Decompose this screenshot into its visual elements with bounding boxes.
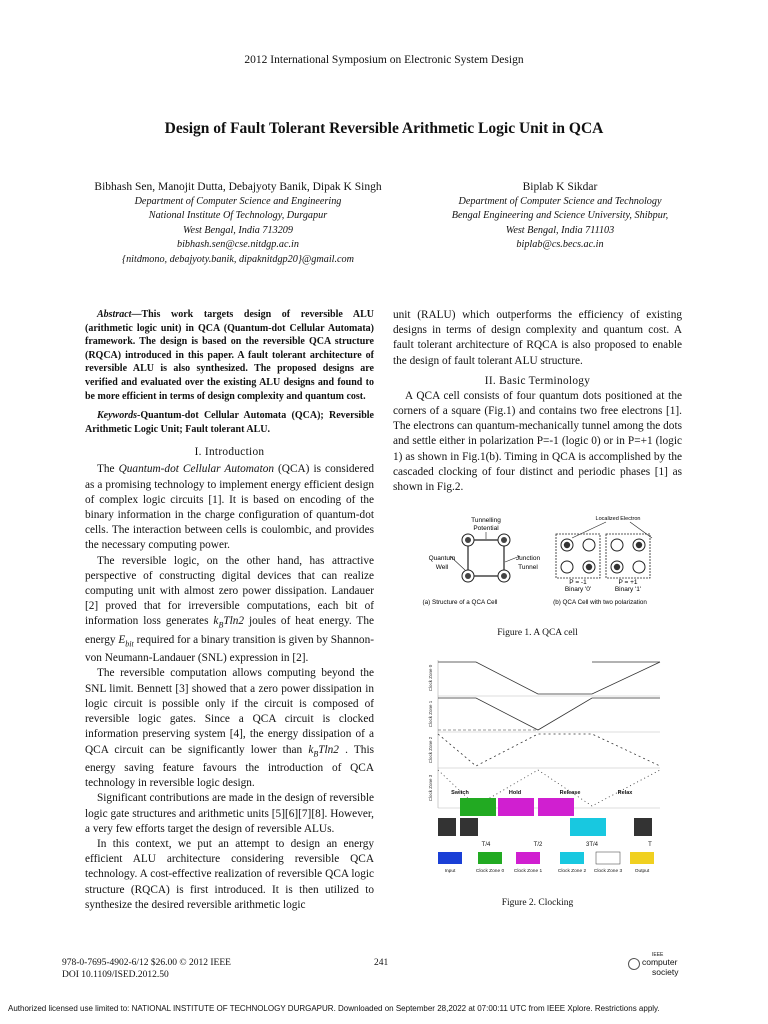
license-notice: Authorized licensed use limited to: NATIONAL INSTITUTE OF TECHNOLOGY DURGAPUR. Downloaded on September 28,2022 at 07:00:11 UTC from IEEE Xplore. Restrictions apply. bbox=[8, 1004, 660, 1013]
label-binary-0: Binary '0' bbox=[564, 586, 592, 593]
math: E bbox=[118, 633, 126, 646]
abstract-label: Abstract bbox=[97, 309, 132, 320]
cell-row-top bbox=[460, 798, 574, 816]
keywords bbox=[85, 409, 374, 436]
text-run: required for a binary transition is given by Shannon-von Neumann-Landauer (SNL) expression in [2]. bbox=[85, 633, 374, 665]
authors-right bbox=[400, 180, 720, 253]
label-localized-electron: Localized Electron bbox=[595, 516, 641, 522]
tick-t4: T/4 bbox=[481, 842, 491, 848]
keywords-text: -Quantum-dot Cellular Automata (QCA); Reversible Arithmetic Logic Unit; Fault tolerant ALU. bbox=[85, 410, 374, 435]
author-email-right: biplab@cs.becs.ac.in bbox=[516, 239, 604, 250]
basic-paragraph: A QCA cell consists of four quantum dots positioned at the corners of a square (Fig.1) and contains two free electrons [1]. The electrons can quantum-mechanically tunnel among the dots and settle either in polarization P=-1 (logic 0) or in P=+1 (logic 1) as shown in Fig.1(b). Timing in QCA is accomplished by the cascaded clocking of four distinct and periodic phases [1] as shown in Fig.2. bbox=[393, 389, 682, 494]
phase-relax: Relax bbox=[617, 790, 633, 796]
abstract bbox=[85, 308, 374, 403]
label-p-pos: P = +1 bbox=[618, 579, 638, 586]
intro-paragraph-5: In this context, we put an attempt to design an energy efficient ALU architecture considering reversible QCA technology. A cost-effective realization of reversible QCA logic structure (RQCA) is first introduced. It is then utilized to synthesize the desired reversible arithmetic logic bbox=[85, 837, 374, 911]
text-run-italic: Quantum-dot Cellular Automaton bbox=[118, 463, 274, 476]
legend-zone2: Clock Zone 2 bbox=[557, 869, 587, 874]
footer-isbn: 978-0-7695-4902-6/12 $26.00 © 2012 IEEE bbox=[62, 958, 231, 968]
right-column bbox=[393, 308, 682, 495]
author-names-left: Bibhash Sen, Manojit Dutta, Debajyoty Banik, Dipak K Singh bbox=[94, 181, 382, 193]
label-potential: Potential bbox=[473, 525, 499, 532]
text-run: The bbox=[97, 463, 119, 476]
keywords-label: Keywords bbox=[97, 410, 137, 422]
ieee-computer-society-logo bbox=[628, 952, 698, 980]
globe-icon bbox=[628, 958, 640, 970]
author-email-group: {nitdmono, debajyoty.banik, dipaknitdgp20}@gmail.com bbox=[122, 253, 354, 265]
text-run: (QCA) is considered as a promising technology to implement energy efficient design of complex logic circuits [1]. It is based on encoding of the binary information in the charge configuration of quantum-dot cells. The interaction between cells is coulombic, and provides the necessary computing power. bbox=[85, 463, 374, 552]
page-number: 241 bbox=[374, 958, 389, 968]
intro-paragraph-3 bbox=[85, 666, 374, 791]
section-heading-basic: II. Basic Terminology bbox=[484, 374, 591, 387]
intro-paragraph-1 bbox=[85, 462, 374, 553]
logo-computer: computer bbox=[642, 957, 678, 967]
cell-row-bottom bbox=[438, 818, 652, 836]
conference-name: 2012 International Symposium on Electronic System Design bbox=[244, 54, 524, 66]
section-heading-intro: I. Introduction bbox=[194, 446, 265, 459]
text-run: The reversible logic, on the other hand, has attractive perspective of constructing digital devices that can realize computing unit with almost zero power dissipation. Landauer [2] proved that for irreversible computations, each bit of information loss generates bbox=[85, 554, 374, 628]
label-p-neg: P = -1 bbox=[569, 579, 587, 586]
author-email-left: bibhash.sen@cse.nitdgp.ac.in bbox=[177, 239, 299, 250]
figure-2-clocking bbox=[420, 660, 670, 880]
paper-title: Design of Fault Tolerant Reversible Arithmetic Logic Unit in QCA bbox=[164, 120, 604, 137]
legend-zone3: Clock Zone 3 bbox=[593, 869, 623, 874]
author-dept-left: Department of Computer Science and Engineering bbox=[134, 195, 342, 207]
math: k bbox=[308, 743, 314, 756]
figure-1-caption: Figure 1. A QCA cell bbox=[497, 628, 578, 638]
logo-society: society bbox=[652, 967, 679, 977]
author-inst-left: National Institute Of Technology, Durgapur bbox=[148, 210, 328, 221]
label-well: Well bbox=[435, 564, 449, 571]
zone-label-1: Clock Zone 1 bbox=[428, 700, 433, 728]
figure-1-qca-cell bbox=[410, 512, 680, 612]
ralu-paragraph: unit (RALU) which outperforms the efficiency of existing designs in terms of design complexity and quantum cost. A fault tolerant architecture of RQCA is also proposed to enable the design of fault tolerant ALU structure. bbox=[393, 309, 682, 367]
author-addr-left: West Bengal, India 713209 bbox=[183, 224, 293, 236]
math: Tln2 bbox=[318, 743, 339, 756]
text-run: . This energy saving feature favours the introduction of QCA technology in reversible logic design. bbox=[85, 743, 374, 790]
label-tunnel: Tunnel bbox=[518, 564, 538, 571]
label-quantum: Quantum bbox=[428, 555, 456, 562]
tick-t2: T/2 bbox=[533, 842, 543, 848]
qca-cell-polarization bbox=[556, 516, 652, 593]
legend-zone1: Clock Zone 1 bbox=[513, 869, 543, 874]
intro-paragraph-2 bbox=[85, 554, 374, 667]
left-column bbox=[85, 308, 374, 913]
tick-3t4: 3T/4 bbox=[585, 842, 599, 848]
phase-release: Release bbox=[559, 790, 581, 796]
label-tunnelling: Tunnelling bbox=[471, 517, 501, 524]
math: Tln2 bbox=[223, 615, 245, 628]
label-junction: Junction bbox=[515, 555, 541, 562]
legend-output: Output bbox=[634, 869, 650, 874]
intro-paragraph-4: Significant contributions are made in the design of reversible logic gate structures and arithmetic units [5][6][7][8]. However, a very few efforts target the design of reversible ALUs. bbox=[85, 792, 374, 835]
tick-t: T bbox=[648, 842, 652, 848]
phase-hold: Hold bbox=[508, 790, 522, 796]
footer-doi: DOI 10.1109/ISED.2012.50 bbox=[62, 970, 169, 980]
logo-ieee: IEEE bbox=[652, 952, 664, 958]
zone-label-0: Clock Zone 0 bbox=[428, 664, 433, 692]
qca-cell-structure bbox=[429, 517, 541, 582]
text-run: joules of heat energy. The energy bbox=[85, 615, 374, 646]
caption-1a: (a) Structure of a QCA Cell bbox=[422, 599, 498, 606]
caption-1b: (b) QCA Cell with two polarization bbox=[553, 599, 647, 606]
abstract-text: —This work targets design of reversible ALU (arithmetic logic unit) in QCA (Quantum-dot Cellular Automata) framework. The design is based on the reversible QCA structure (RQCA) introduced in this paper. A fault tolerant architecture of reversible ALU is also synthesized. The proposed designs are verified and evaluated over the existing ALU designs and found to be more efficient in terms of design complexity and quantum cost. bbox=[85, 309, 374, 402]
figure-2-caption: Figure 2. Clocking bbox=[501, 898, 574, 908]
text-run: The reversible computation allows computing beyond the SNL limit. Bennett [3] showed that a zero power dissipation in logic circuit is possible only if the circuit is composed of reversible logic gates. Since a QCA circuit is clocked information preserving system [4], the energy dissipation of a QCA circuit can be significantly lower than bbox=[85, 667, 374, 756]
legend-zone0: Clock Zone 0 bbox=[475, 869, 505, 874]
author-inst-right: Bengal Engineering and Science University, Shibpur, bbox=[451, 210, 669, 221]
math: k bbox=[213, 615, 219, 628]
zone-label-2: Clock Zone 2 bbox=[428, 736, 433, 764]
zone-label-3: Clock Zone 3 bbox=[428, 774, 433, 802]
author-addr-right: West Bengal, India 711103 bbox=[505, 224, 615, 236]
clock-waveforms bbox=[428, 660, 660, 810]
clock-legend bbox=[438, 852, 654, 874]
label-binary-1: Binary '1' bbox=[614, 586, 642, 593]
author-names-right: Biplab K Sikdar bbox=[522, 181, 598, 193]
math-sub: B bbox=[218, 620, 224, 630]
author-dept-right: Department of Computer Science and Technology bbox=[458, 195, 662, 207]
authors-left bbox=[48, 180, 428, 267]
math-sub: B bbox=[313, 748, 319, 758]
math-sub: bit bbox=[125, 639, 134, 649]
phase-switch: Switch bbox=[451, 790, 469, 796]
legend-input: Input bbox=[444, 869, 456, 874]
